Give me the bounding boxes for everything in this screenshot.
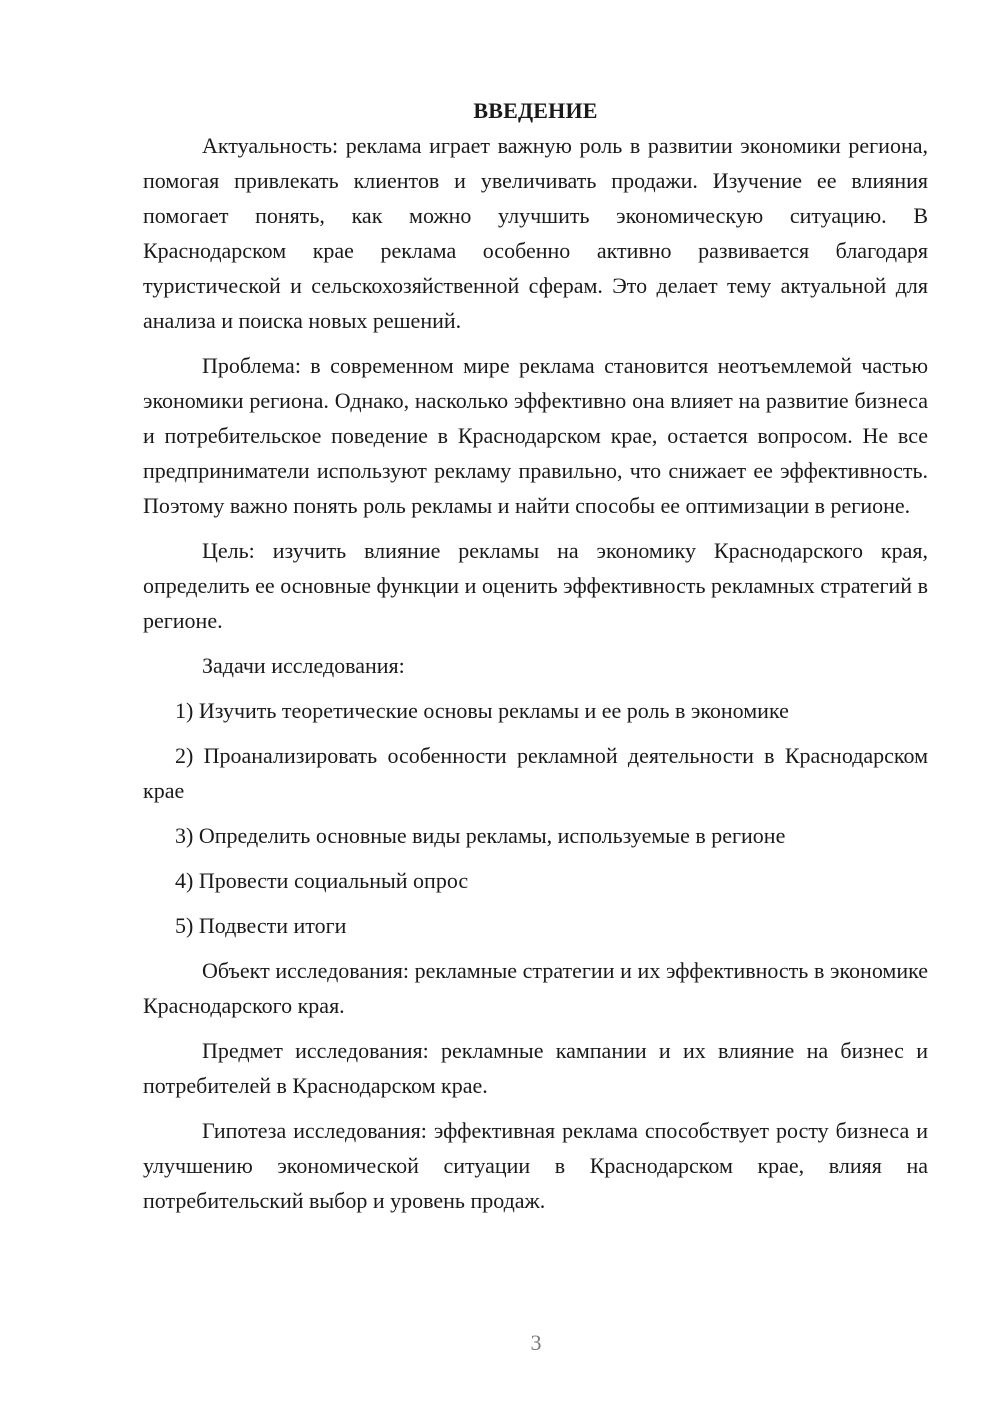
task-item: 1) Изучить теоретические основы рекламы и ее роль в экономике — [175, 698, 789, 723]
paragraph-tasks-intro: Задачи исследования: — [202, 653, 405, 678]
section-heading: ВВЕДЕНИЕ — [473, 98, 598, 123]
task-item: 2) Проанализировать особенности рекламной деятельности в Краснодарском крае — [143, 743, 928, 803]
task-item: 4) Провести социальный опрос — [175, 868, 469, 893]
page-content — [143, 94, 928, 1218]
paragraph-goal: Цель: изучить влияние рекламы на экономику Краснодарского края, определить ее основные функции и оценить эффективность рекламных стратегий в регионе. — [143, 538, 928, 633]
paragraph-hypothesis: Гипотеза исследования: эффективная реклама способствует росту бизнеса и улучшению экономической ситуации в Краснодарском крае, влияя на потребительский выбор и уровень продаж. — [143, 1118, 928, 1213]
paragraph-problem: Проблема: в современном мире реклама становится неотъемлемой частью экономики региона. Однако, насколько эффективно она влияет на развитие бизнеса и потребительское поведение в Краснодарском крае, остается вопросом. Не все предприниматели используют рекламу правильно, что снижает ее эффективность. Поэтому важно понять роль рекламы и найти способы ее оптимизации в регионе. — [143, 353, 928, 518]
task-item: 3) Определить основные виды рекламы, используемые в регионе — [175, 823, 786, 848]
paragraph-object: Объект исследования: рекламные стратегии и их эффективность в экономике Краснодарского края. — [143, 958, 928, 1018]
page-number: 3 — [530, 1330, 542, 1355]
paragraph-relevance: Актуальность: реклама играет важную роль в развитии экономики региона, помогая привлекать клиентов и увеличивать продажи. Изучение ее влияния помогает понять, как можно улучшить экономическую ситуацию. В Краснодарском крае реклама особенно активно развивается благодаря туристической и сельскохозяйственной сферам. Это делает тему актуальной для анализа и поиска новых решений. — [143, 133, 928, 333]
paragraph-subject: Предмет исследования: рекламные кампании и их влияние на бизнес и потребителей в Краснодарском крае. — [143, 1038, 928, 1098]
task-item: 5) Подвести итоги — [175, 913, 347, 938]
